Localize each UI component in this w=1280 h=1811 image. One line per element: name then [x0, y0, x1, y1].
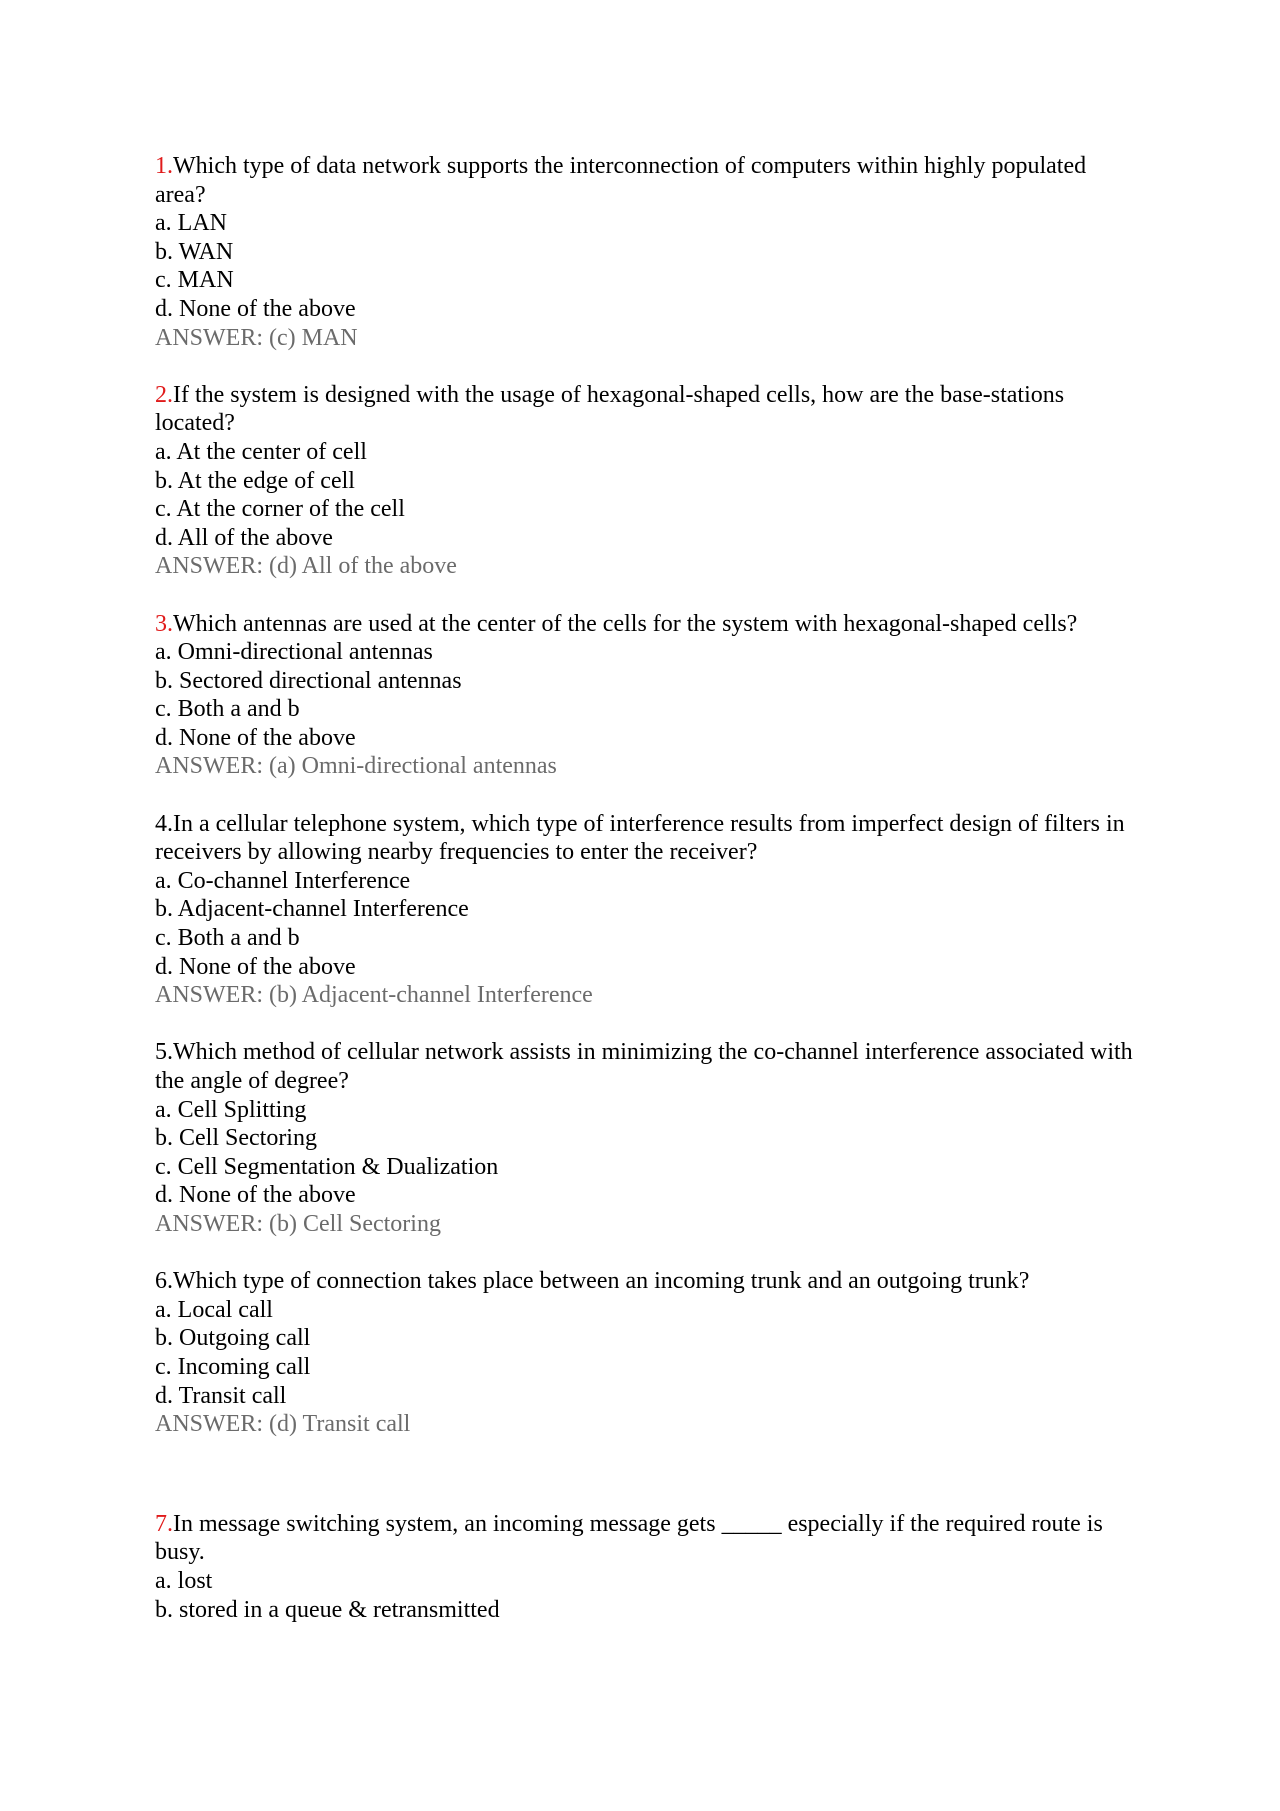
question-3-answer: ANSWER: (a) Omni-directional antennas — [155, 753, 557, 780]
question-6-answer: ANSWER: (d) Transit call — [155, 1411, 411, 1438]
question-7-option-b: b. stored in a queue & retransmitted — [155, 1596, 500, 1623]
question-5-option-d: d. None of the above — [155, 1182, 356, 1209]
question-6-option-c: c. Incoming call — [155, 1353, 311, 1380]
question-4-number: 4. — [155, 810, 173, 837]
question-1-answer: ANSWER: (c) MAN — [155, 324, 358, 351]
question-4-answer: ANSWER: (b) Adjacent-channel Interference — [155, 982, 593, 1009]
question-7-text: 7.In message switching system, an incoming message gets _____ especially if the required route is busy. — [155, 1510, 1103, 1566]
question-5-number: 5. — [155, 1039, 173, 1066]
question-7-number: 7. — [155, 1510, 173, 1537]
question-5-option-b: b. Cell Sectoring — [155, 1125, 317, 1152]
question-3-text: 3.Which antennas are used at the center of the cells for the system with hexagonal-shaped cells? — [155, 610, 1078, 637]
question-3-option-b: b. Sectored directional antennas — [155, 667, 462, 694]
question-1-option-c: c. MAN — [155, 267, 234, 294]
question-2-option-a: a. At the center of cell — [155, 438, 367, 465]
question-1-text: 1.Which type of data network supports the interconnection of computers within highly populated area? — [155, 153, 1087, 208]
question-4 — [155, 810, 1135, 1010]
question-3 — [155, 610, 1135, 782]
question-4-option-a: a. Co-channel Interference — [155, 867, 411, 894]
question-6-number: 6. — [155, 1268, 173, 1295]
question-5 — [155, 1038, 1135, 1238]
question-1 — [155, 152, 1135, 352]
question-5-option-a: a. Cell Splitting — [155, 1096, 307, 1123]
question-1-option-a: a. LAN — [155, 210, 227, 237]
question-6-option-a: a. Local call — [155, 1296, 273, 1323]
question-1-number: 1. — [155, 153, 173, 179]
question-7 — [155, 1510, 1135, 1624]
question-2-option-b: b. At the edge of cell — [155, 467, 355, 494]
question-7-option-a: a. lost — [155, 1567, 213, 1594]
question-3-number: 3. — [155, 610, 173, 637]
question-3-option-d: d. None of the above — [155, 724, 356, 751]
question-2-option-d: d. All of the above — [155, 524, 333, 551]
question-6-option-d: d. Transit call — [155, 1382, 287, 1409]
question-3-option-c: c. Both a and b — [155, 696, 300, 723]
question-5-answer: ANSWER: (b) Cell Sectoring — [155, 1210, 441, 1237]
question-4-option-c: c. Both a and b — [155, 925, 300, 952]
question-2-text: 2.If the system is designed with the usage of hexagonal-shaped cells, how are the base-stations located? — [155, 381, 1065, 437]
document-page — [155, 152, 1135, 1624]
question-4-option-d: d. None of the above — [155, 953, 356, 980]
question-6-option-b: b. Outgoing call — [155, 1325, 311, 1352]
question-3-option-a: a. Omni-directional antennas — [155, 639, 433, 666]
question-6 — [155, 1267, 1135, 1439]
question-4-option-b: b. Adjacent-channel Interference — [155, 896, 469, 923]
question-5-option-c: c. Cell Segmentation & Dualization — [155, 1153, 499, 1180]
question-2-answer: ANSWER: (d) All of the above — [155, 553, 457, 580]
question-6-text: 6.Which type of connection takes place between an incoming trunk and an outgoing trunk? — [155, 1268, 1030, 1295]
question-2-number: 2. — [155, 381, 173, 408]
question-2 — [155, 381, 1135, 581]
question-1-option-d: d. None of the above — [155, 295, 356, 322]
question-4-text: 4.In a cellular telephone system, which type of interference results from imperfect design of filters in receivers by allowing nearby frequencies to enter the receiver? — [155, 810, 1125, 866]
question-1-option-b: b. WAN — [155, 238, 234, 265]
question-5-text: 5.Which method of cellular network assists in minimizing the co-channel interference associated with the angle of degree? — [155, 1039, 1133, 1094]
question-2-option-c: c. At the corner of the cell — [155, 496, 405, 523]
